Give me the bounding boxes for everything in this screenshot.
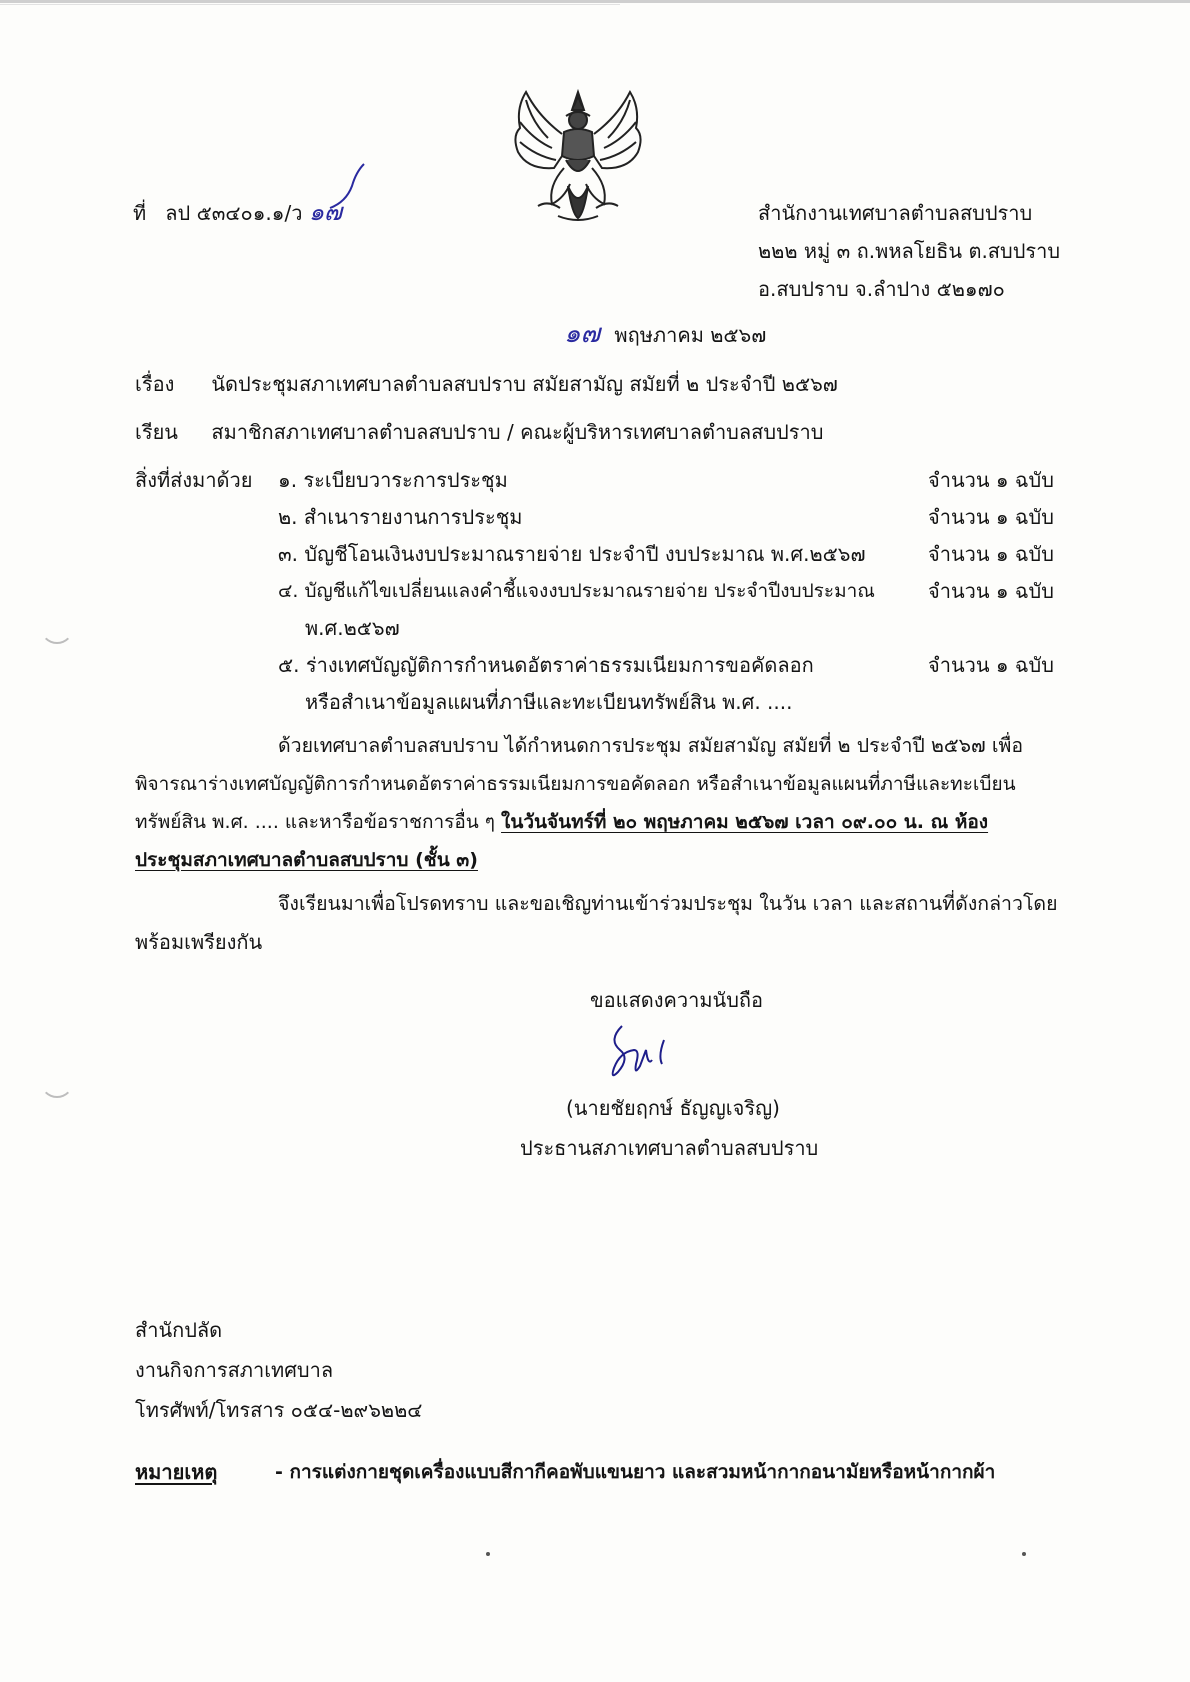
footer-section: งานกิจการสภาเทศบาล [135,1358,334,1382]
body-p1-line1: ด้วยเทศบาลตำบลสบปราบ ได้กำหนดการประชุม สมัยสามัญ สมัยที่ ๒ ประจำปี ๒๕๖๗ เพื่อ [278,734,1024,757]
handwritten-signature [600,1020,680,1084]
enclosure-item-5 [278,651,814,679]
ref-number: ลป ๕๓๔๐๑.๑/ว [165,201,303,225]
closing-salutation: ขอแสดงความนับถือ [590,988,764,1012]
office-address [758,194,1060,308]
footer-department: สำนักปลัด [135,1318,223,1342]
enclosure-text: ๒. สำเนารายงานการประชุม [278,505,523,529]
recipient-label: เรียน [135,420,178,444]
scan-speck [1022,1552,1026,1556]
scan-top-edge-line [0,4,620,5]
signatory-name: (นายชัยฤกษ์ ธัญญเจริญ) [566,1096,780,1120]
enclosure-text: ๕. ร่างเทศบัญญัติการกำหนดอัตราค่าธรรมเนียมการขอคัดลอก [278,653,814,677]
handwritten-stroke [328,162,368,212]
punch-hole-top [40,610,74,644]
enclosure-item-2 [278,503,522,531]
enclosure-qty-5: จำนวน ๑ ฉบับ [928,653,1054,677]
punch-hole-bottom [40,1064,74,1098]
meeting-datetime: ในวันจันทร์ที่ ๒๐ พฤษภาคม ๒๕๖๗ เวลา ๐๙.๐๐ น. ณ ห้อง [501,811,989,833]
recipient-line [135,418,823,446]
meeting-location: ประชุมสภาเทศบาลตำบลสบปราบ (ชั้น ๓) [135,849,478,871]
enclosure-qty-1: จำนวน ๑ ฉบับ [928,468,1054,492]
body-p1-line3 [135,808,988,836]
date-day-handwritten: ๑๗ [564,319,601,349]
enclosure-text: ๑. ระเบียบวาระการประชุม [278,468,508,492]
enclosure-item-1 [278,466,508,494]
enclosure-item-5-cont: หรือสำเนาข้อมูลแผนที่ภาษีและทะเบียนทรัพย์สิน พ.ศ. .... [305,690,793,714]
signatory-position: ประธานสภาเทศบาลตำบลสบปราบ [520,1136,819,1160]
enclosure-item-3 [278,540,866,568]
subject-label: เรื่อง [135,372,175,396]
enclosure-text: ๓. บัญชีโอนเงินงบประมาณรายจ่าย ประจำปี งบประมาณ พ.ศ.๒๕๖๗ [278,542,866,566]
enclosure-text: ๔. บัญชีแก้ไขเปลี่ยนแลงคำชี้แจงงบประมาณรายจ่าย ประจำปีงบประมาณ [278,580,875,602]
body-p2-line1: จึงเรียนมาเพื่อโปรดทราบ และขอเชิญท่านเข้าร่วมประชุม ในวัน เวลา และสถานที่ดังกล่าวโดย [278,892,1058,915]
scan-top-edge [0,0,1190,3]
office-district: อ.สบปราบ จ.ลำปาง ๕๒๑๗๐ [758,277,1005,301]
garuda-emblem-icon [508,86,648,224]
body-p1-line3-plain: ทรัพย์สิน พ.ศ. .... และหารือข้อราชการอื่น ๆ [135,811,502,833]
enclosure-qty-4: จำนวน ๑ ฉบับ [928,579,1054,603]
enclosure-qty-2: จำนวน ๑ ฉบับ [928,505,1054,529]
note-text: - การแต่งกายชุดเครื่องแบบสีกากีคอพับแขนยาว และสวมหน้ากากอนามัยหรือหน้ากากผ้า [275,1461,996,1483]
letter-date [564,320,766,349]
enclosure-item-4-cont: พ.ศ.๒๕๖๗ [305,616,400,640]
enclosure-qty-3: จำนวน ๑ ฉบับ [928,542,1054,566]
footer-contact [135,1310,422,1430]
scan-speck [486,1552,490,1556]
enclosures-label: สิ่งที่ส่งมาด้วย [135,468,253,492]
subject-text: นัดประชุมสภาเทศบาลตำบลสบปราบ สมัยสามัญ สมัยที่ ๒ ประจำปี ๒๕๖๗ [211,372,838,396]
body-p2-line2: พร้อมเพรียงกัน [135,930,263,954]
garuda-emblem [508,86,648,224]
ref-label: ที่ [133,201,147,225]
office-name: สำนักงานเทศบาลตำบลสบปราบ [758,201,1033,225]
footer-phone: โทรศัพท์/โทรสาร ๐๕๔-๒๙๖๒๒๔ [135,1398,423,1422]
office-street: ๒๒๒ หมู่ ๓ ถ.พหลโยธิน ต.สบปราบ [758,239,1061,263]
note-label: หมายเหตุ [135,1460,218,1484]
body-p1-line2: พิจารณาร่างเทศบัญญัติการกำหนดอัตราค่าธรรมเนียมการขอคัดลอก หรือสำเนาข้อมูลแผนที่ภาษีและทะเบียน [135,773,1016,795]
reference-number [133,198,342,227]
enclosure-item-4 [278,577,875,605]
ref-handwritten-number: ๑๗ [308,198,343,226]
subject-line [135,370,838,398]
date-month-year: พฤษภาคม ๒๕๖๗ [614,323,767,347]
recipient-text: สมาชิกสภาเทศบาลตำบลสบปราบ / คณะผู้บริหารเทศบาลตำบลสบปราบ [211,420,824,444]
